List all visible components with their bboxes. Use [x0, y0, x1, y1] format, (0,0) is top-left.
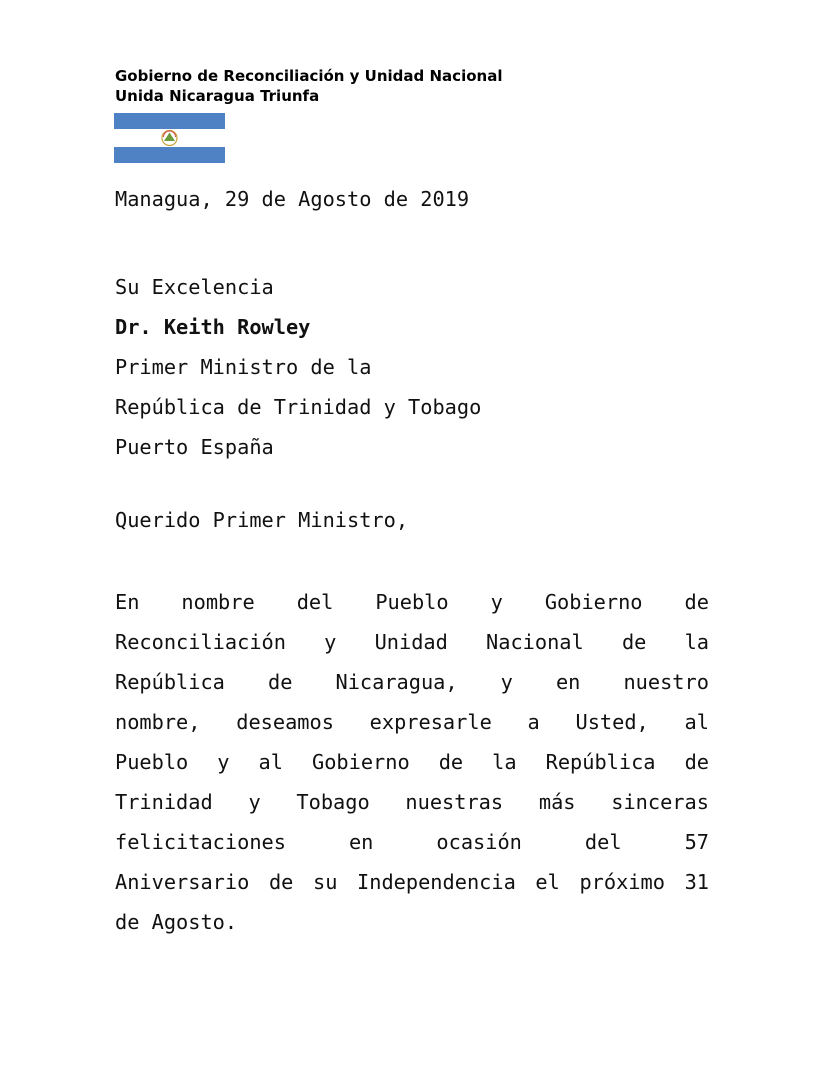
body-line — [115, 868, 709, 908]
body-word: Aniversario — [115, 870, 250, 894]
body-word: En — [115, 590, 140, 614]
body-word: Gobierno — [312, 750, 410, 774]
body-word: Nacional — [486, 630, 584, 654]
body-word: Trinidad — [115, 790, 213, 814]
body-word: nuestras — [405, 790, 504, 814]
body-line — [115, 588, 709, 628]
body-word: de — [621, 630, 647, 654]
body-word: de — [438, 750, 464, 774]
body-word: de — [267, 670, 293, 694]
body-word: Tobago — [296, 790, 370, 814]
addressee-name: Dr. Keith Rowley — [115, 315, 311, 339]
body-word: y — [500, 670, 513, 694]
addressee-title-line1: Primer Ministro de la — [115, 355, 372, 379]
body-word: y — [248, 790, 261, 814]
body-word: y — [324, 630, 337, 654]
body-line — [115, 708, 709, 748]
body-word: en — [555, 670, 581, 694]
body-word: felicitaciones — [115, 830, 286, 854]
body-word: del — [584, 830, 622, 854]
body-word: próximo — [579, 870, 665, 894]
letterhead-government-name: Gobierno de Reconciliación y Unidad Nacional — [115, 67, 503, 85]
body-line — [115, 668, 709, 708]
body-word: Nicaragua, — [335, 670, 458, 694]
body-word: la — [684, 630, 709, 654]
body-word: de — [684, 590, 709, 614]
body-word: su — [313, 870, 338, 894]
salutation: Querido Primer Ministro, — [115, 508, 409, 532]
nicaragua-flag-icon — [114, 113, 225, 163]
body-word: Usted, — [575, 710, 649, 734]
body-word: nombre — [181, 590, 255, 614]
body-word: ocasión — [436, 830, 522, 854]
body-word: Unidad — [374, 630, 448, 654]
body-word: nombre, — [115, 710, 201, 734]
letterhead — [115, 66, 502, 106]
body-word: y — [217, 750, 230, 774]
letter-body — [115, 588, 709, 948]
addressee-title-line2: República de Trinidad y Tobago — [115, 395, 482, 419]
body-line — [115, 628, 709, 668]
addressee-block — [115, 267, 481, 467]
body-word: 31 — [684, 870, 709, 894]
body-word: del — [296, 590, 334, 614]
body-line — [115, 828, 709, 868]
body-word: más — [538, 790, 576, 814]
letterhead-slogan: Unida Nicaragua Triunfa — [115, 87, 320, 105]
body-word: el — [535, 870, 560, 894]
body-line: de Agosto. — [115, 910, 238, 934]
body-word: expresarle — [369, 710, 492, 734]
body-word: la — [492, 750, 517, 774]
body-word: nuestro — [623, 670, 709, 694]
addressee-city: Puerto España — [115, 435, 274, 459]
body-word: a — [527, 710, 540, 734]
body-word: Pueblo — [115, 750, 189, 774]
body-word: Pueblo — [375, 590, 449, 614]
body-word: deseamos — [236, 710, 334, 734]
body-word: de — [684, 750, 709, 774]
body-word: al — [258, 750, 283, 774]
body-line — [115, 788, 709, 828]
body-word: 57 — [684, 830, 709, 854]
body-word: República — [545, 750, 656, 774]
addressee-honorific: Su Excelencia — [115, 275, 274, 299]
body-word: y — [490, 590, 503, 614]
letter-date: Managua, 29 de Agosto de 2019 — [115, 187, 470, 211]
body-word: de — [268, 870, 294, 894]
body-word: sinceras — [611, 790, 709, 814]
body-word: Independencia — [357, 870, 516, 894]
body-word: Reconciliación — [115, 630, 286, 654]
body-word: República — [115, 670, 225, 694]
body-word: al — [684, 710, 709, 734]
body-line — [115, 748, 709, 788]
body-word: Gobierno — [544, 590, 643, 614]
body-word: en — [348, 830, 374, 854]
